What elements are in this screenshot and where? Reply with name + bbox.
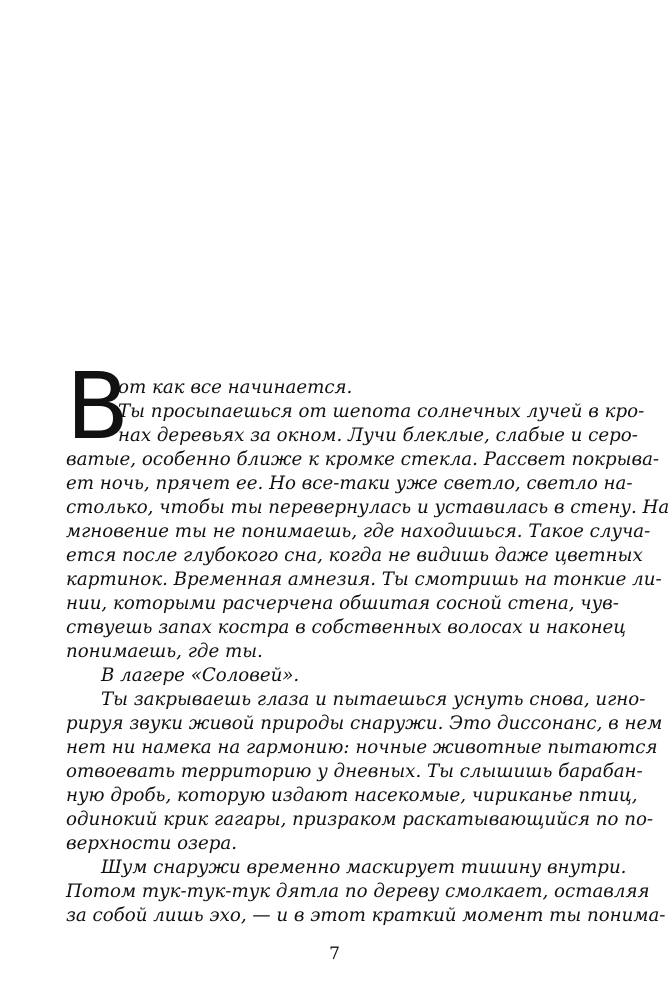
- text-line: рируя звуки живой природы снаружи. Это диссонанс, в нем: [66, 713, 663, 734]
- drop-cap: В: [66, 353, 130, 460]
- text-line: мгновение ты не понимаешь, где находишься. Такое случа-: [66, 521, 651, 542]
- text-line: ется после глубокого сна, когда не видишь даже цветных: [66, 545, 643, 566]
- text-line: ет ночь, прячет ее. Но все-таки уже светло, светло на-: [66, 473, 633, 494]
- text-line: понимаешь, где ты.: [66, 641, 263, 662]
- text-line: В лагере «Соловей».: [101, 665, 300, 686]
- text-line: столько, чтобы ты перевернулась и уставилась в стену. На: [66, 497, 669, 518]
- text-line: Шум снаружи временно маскирует тишину внутри.: [101, 857, 627, 878]
- text-line: нет ни намека на гармонию: ночные животные пытаются: [66, 737, 658, 758]
- text-line: нах деревьях за окном. Лучи блеклые, слабые и серо-: [118, 425, 638, 446]
- text-line: ватые, особенно ближе к кромке стекла. Рассвет покрыва-: [66, 449, 660, 470]
- text-line: Ты просыпаешься от шепота солнечных лучей в кро-: [118, 401, 645, 422]
- text-line: одинокий крик гагары, призраком раскатывающийся по по-: [66, 809, 654, 830]
- text-line: ствуешь запах костра в собственных волосах и наконец: [66, 617, 627, 638]
- text-line: Ты закрываешь глаза и пытаешься уснуть снова, игно-: [101, 689, 646, 710]
- text-line: картинок. Временная амнезия. Ты смотришь на тонкие ли-: [66, 569, 662, 590]
- text-line: от как все начинается.: [118, 377, 353, 398]
- text-line: нии, которыми расчерчена обшитая сосной стена, чув-: [66, 593, 619, 614]
- text-line: ную дробь, которую издают насекомые, чириканье птиц,: [66, 785, 638, 806]
- page-number: 7: [329, 944, 340, 964]
- text-line: верхности озера.: [66, 833, 238, 854]
- text-line: Потом тук-тук-тук дятла по дереву смолкает, оставляя: [66, 881, 650, 902]
- text-line: за собой лишь эхо, — и в этот краткий момент ты понима-: [66, 905, 666, 926]
- text-line: отвоевать территорию у дневных. Ты слышишь барабан-: [66, 761, 643, 782]
